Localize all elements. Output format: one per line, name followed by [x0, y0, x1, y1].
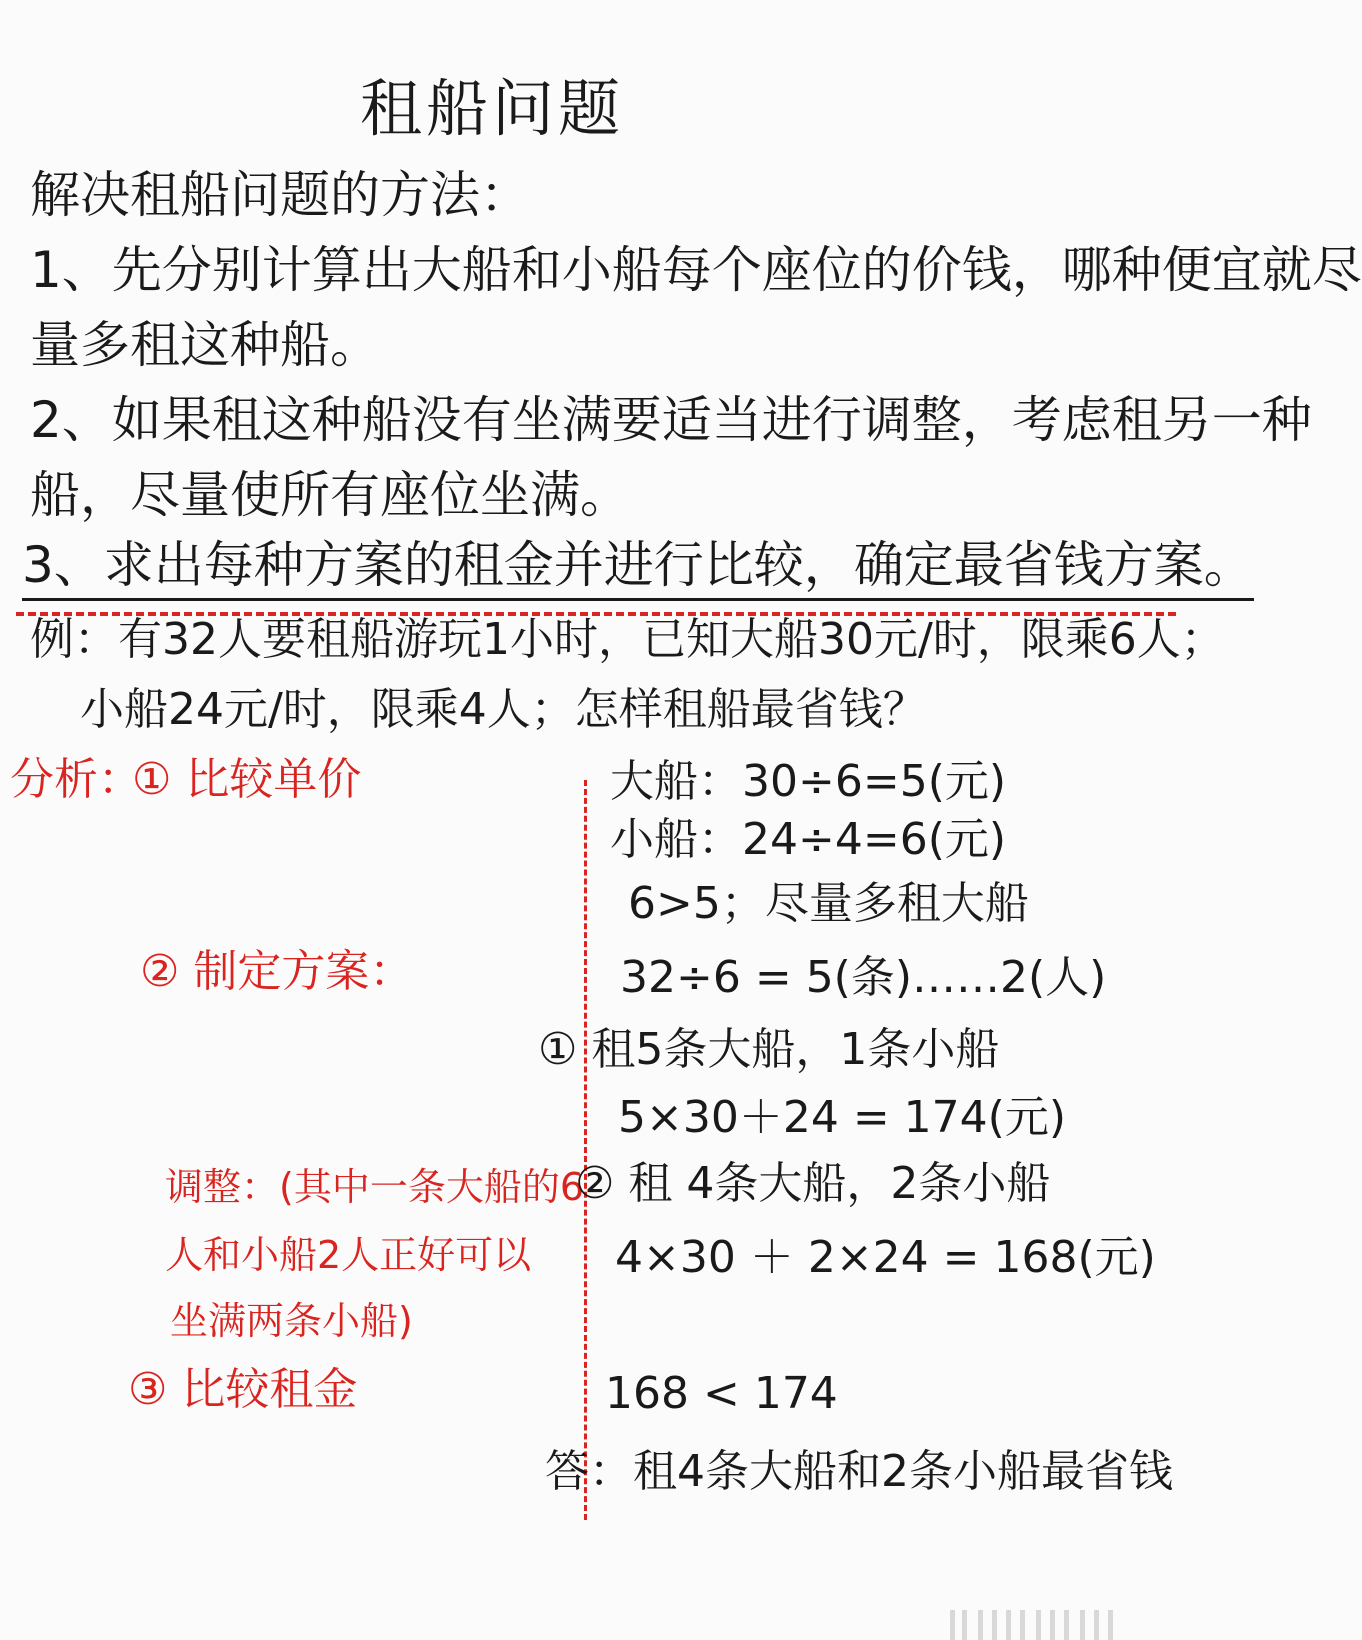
column-divider: [584, 780, 587, 1520]
watermark-bar: [978, 1610, 983, 1640]
page-title: 租船问题: [360, 72, 625, 145]
adjust-note-line-2: 人和小船2人正好可以: [165, 1233, 532, 1277]
watermark-bar: [1050, 1610, 1055, 1640]
adjust-note-line-1: 调整：(其中一条大船的6: [165, 1165, 585, 1209]
watermark-bar: [992, 1610, 997, 1640]
plan-1-cost: 5×30＋24 = 174(元): [618, 1092, 1066, 1143]
adjust-note-line-3: 坐满两条小船): [170, 1299, 413, 1343]
method-1-line-1: 1、先分别计算出大船和小船每个座位的价钱，哪种便宜就尽: [30, 241, 1362, 299]
small-boat-unit-price: 小船：24÷4=6(元): [610, 814, 1007, 865]
plan-2: ② 租 4条大船，2条小船: [575, 1158, 1051, 1209]
method-3: [22, 536, 1254, 594]
watermark-bar: [1020, 1610, 1025, 1640]
cost-comparison: 168 < 174: [605, 1368, 838, 1419]
watermark-bar: [1064, 1610, 1069, 1640]
method-1-line-2: 量多租这种船。: [30, 316, 380, 374]
watermark-bar: [1006, 1610, 1011, 1640]
watermark-bar: [962, 1610, 967, 1640]
watermark-bar: [1108, 1610, 1113, 1640]
method-3-text: 3、求出每种方案的租金并进行比较，确定最省钱方案。: [22, 536, 1254, 601]
watermark-bar: [1094, 1610, 1099, 1640]
analysis-step-2: ② 制定方案：: [140, 946, 414, 997]
watermark-bar: [1036, 1610, 1041, 1640]
method-2-line-1: 2、如果租这种船没有坐满要适当进行调整，考虑租另一种: [30, 391, 1312, 449]
division-result: 32÷6 = 5(条)……2(人): [620, 952, 1107, 1003]
analysis-step-3: ③ 比较租金: [128, 1364, 358, 1415]
watermark-bar: [950, 1610, 955, 1640]
analysis-label: 分析：: [10, 754, 142, 805]
example-line-1: 例：有32人要租船游玩1小时，已知大船30元/时，限乘6人；: [30, 614, 1225, 665]
watermark-bar: [1080, 1610, 1085, 1640]
big-boat-unit-price: 大船：30÷6=5(元): [610, 756, 1007, 807]
methods-heading: 解决租船问题的方法：: [30, 166, 530, 224]
plan-1: ① 租5条大船，1条小船: [538, 1024, 1000, 1075]
analysis-step-1: ① 比较单价: [132, 754, 362, 805]
method-2-line-2: 船，尽量使所有座位坐满。: [30, 466, 630, 524]
price-comparison: 6>5；尽量多租大船: [628, 878, 1029, 929]
final-answer: 答：租4条大船和2条小船最省钱: [545, 1446, 1173, 1497]
plan-2-cost: 4×30 ＋ 2×24 = 168(元): [615, 1232, 1156, 1283]
example-line-2: 小船24元/时，限乘4人；怎样租船最省钱？: [80, 684, 927, 735]
